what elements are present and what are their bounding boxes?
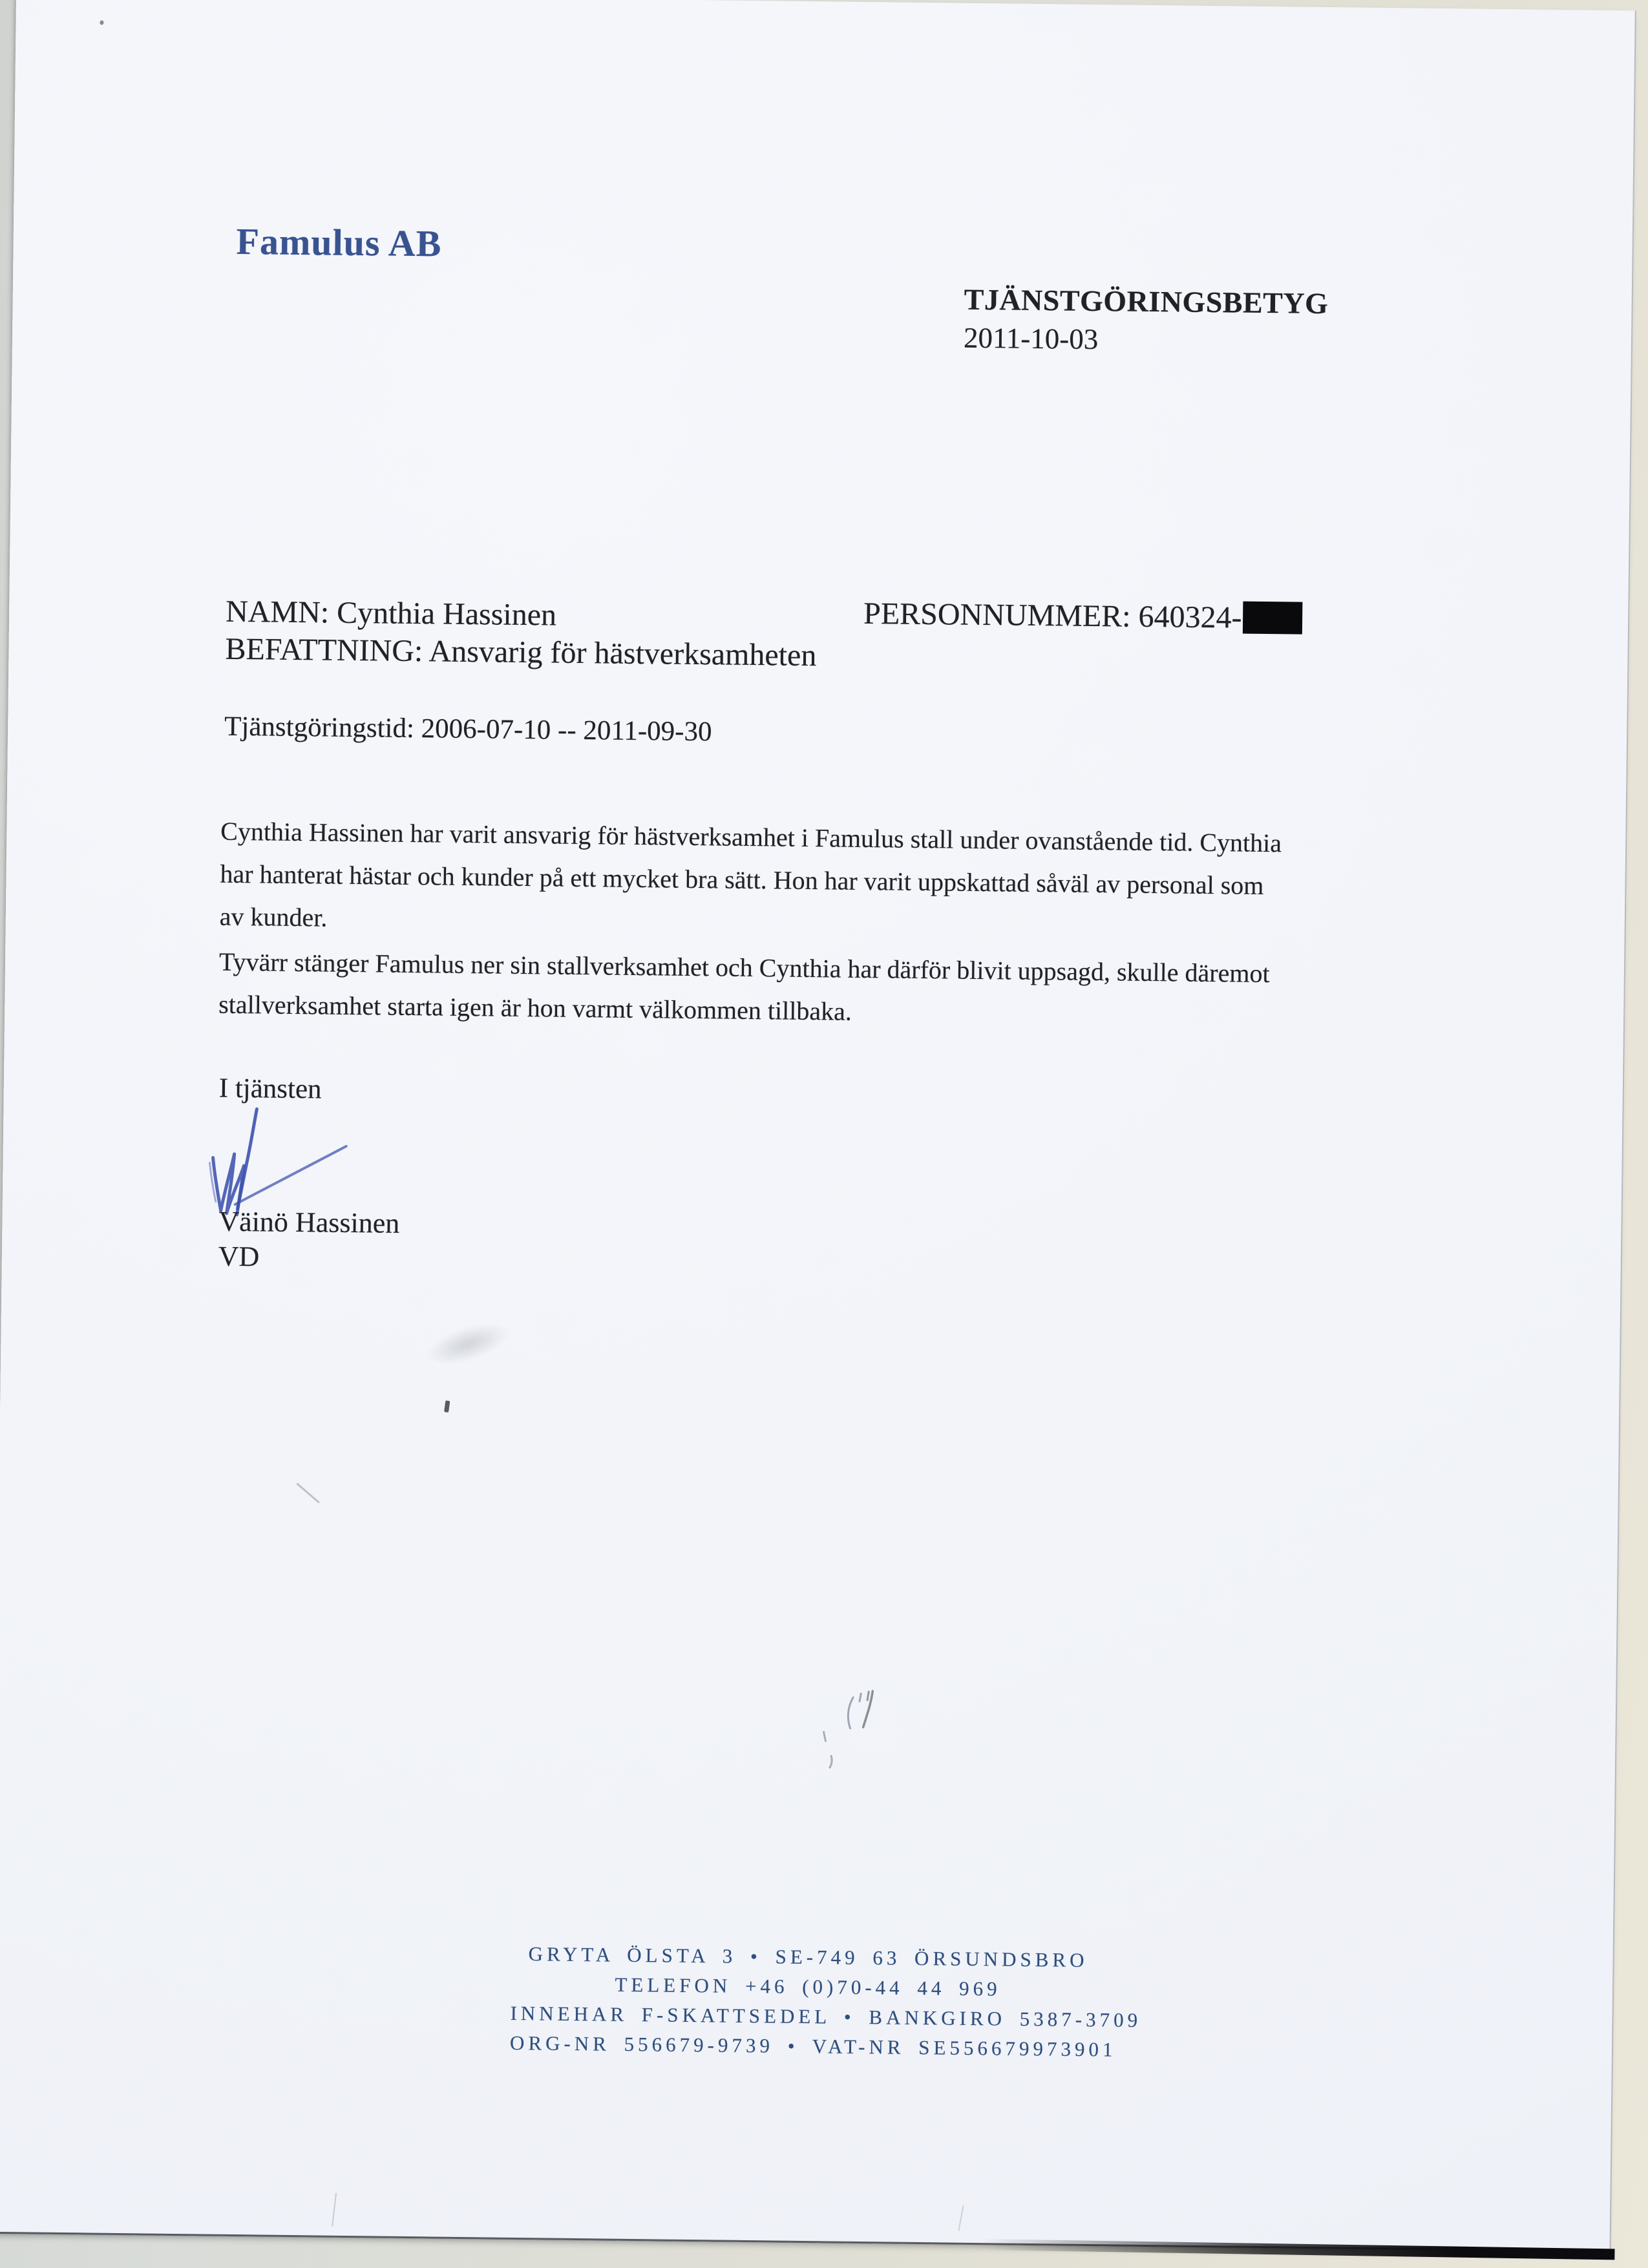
paragraph-line: av kunder. (219, 901, 328, 932)
scan-streak (332, 2193, 337, 2227)
paragraph-line: stallverksamhet starta igen är hon varmt välkommen tillbaka. (218, 989, 852, 1026)
document-date: 2011-10-03 (963, 321, 1099, 356)
scan-speck (100, 20, 103, 25)
identity-fields (225, 593, 1242, 675)
body-paragraph-2 (218, 941, 1270, 1038)
scan-smudge (421, 1315, 514, 1373)
position-label: BEFATTNING: (225, 631, 423, 669)
scan-speck (444, 1400, 450, 1412)
signer-title: VD (218, 1240, 260, 1273)
document-title: TJÄNSTGÖRINGSBETYG (964, 282, 1329, 320)
footer-line-org: ORG-NR 556679-9739 • VAT-NR SE556679973901 (509, 2031, 1117, 2061)
personnummer-field (863, 595, 1303, 638)
paragraph-line: Cynthia Hassinen har varit ansvarig för hästverksamhet i Famulus stall under ovanstående tid. Cynthia (220, 816, 1282, 858)
service-period-field (224, 711, 712, 748)
personnummer-label: PERSONNUMMER: (863, 596, 1131, 634)
signature-stroke (235, 1145, 346, 1206)
paragraph-line: har hanterat hästar och kunder på ett mycket bra sätt. Hon har varit uppskattad såväl av personal som (220, 859, 1264, 900)
name-label: NAMN: (225, 594, 330, 630)
signer-name: Väinö Hassinen (218, 1205, 400, 1239)
personnummer-redaction-box (1243, 602, 1303, 635)
service-period-label: Tjänstgöringstid: (224, 711, 415, 744)
body-paragraph-1 (219, 810, 1282, 950)
letter-footer (509, 1939, 1142, 2064)
personnummer-value: 640324- (1138, 599, 1242, 635)
position-field (225, 631, 817, 675)
paragraph-line: Tyvärr stänger Famulus ner sin stallverksamhet och Cynthia har därför blivit uppsagd, skulle däremot (218, 947, 1270, 989)
pencil-scratch (296, 1483, 320, 1504)
signature-block (218, 1204, 400, 1276)
footer-line-phone: TELEFON +46 (0)70-44 44 969 (615, 1973, 1001, 2000)
scan-streak (958, 2205, 964, 2231)
footer-line-address: GRYTA ÖLSTA 3 • SE-749 63 ÖRSUNDSBRO (528, 1942, 1088, 1972)
pencil-marks (820, 1680, 905, 1778)
closing-salutation: I tjänsten (218, 1073, 322, 1105)
service-period-value: 2006-07-10 -- 2011-09-30 (421, 713, 712, 748)
position-value: Ansvarig för hästverksamheten (428, 634, 817, 673)
footer-line-tax: INNEHAR F-SKATTSEDEL • BANKGIRO 5387-3709 (510, 2001, 1142, 2032)
name-value: Cynthia Hassinen (336, 595, 557, 633)
company-logo-text: Famulus AB (236, 220, 442, 265)
name-field (225, 593, 1242, 637)
